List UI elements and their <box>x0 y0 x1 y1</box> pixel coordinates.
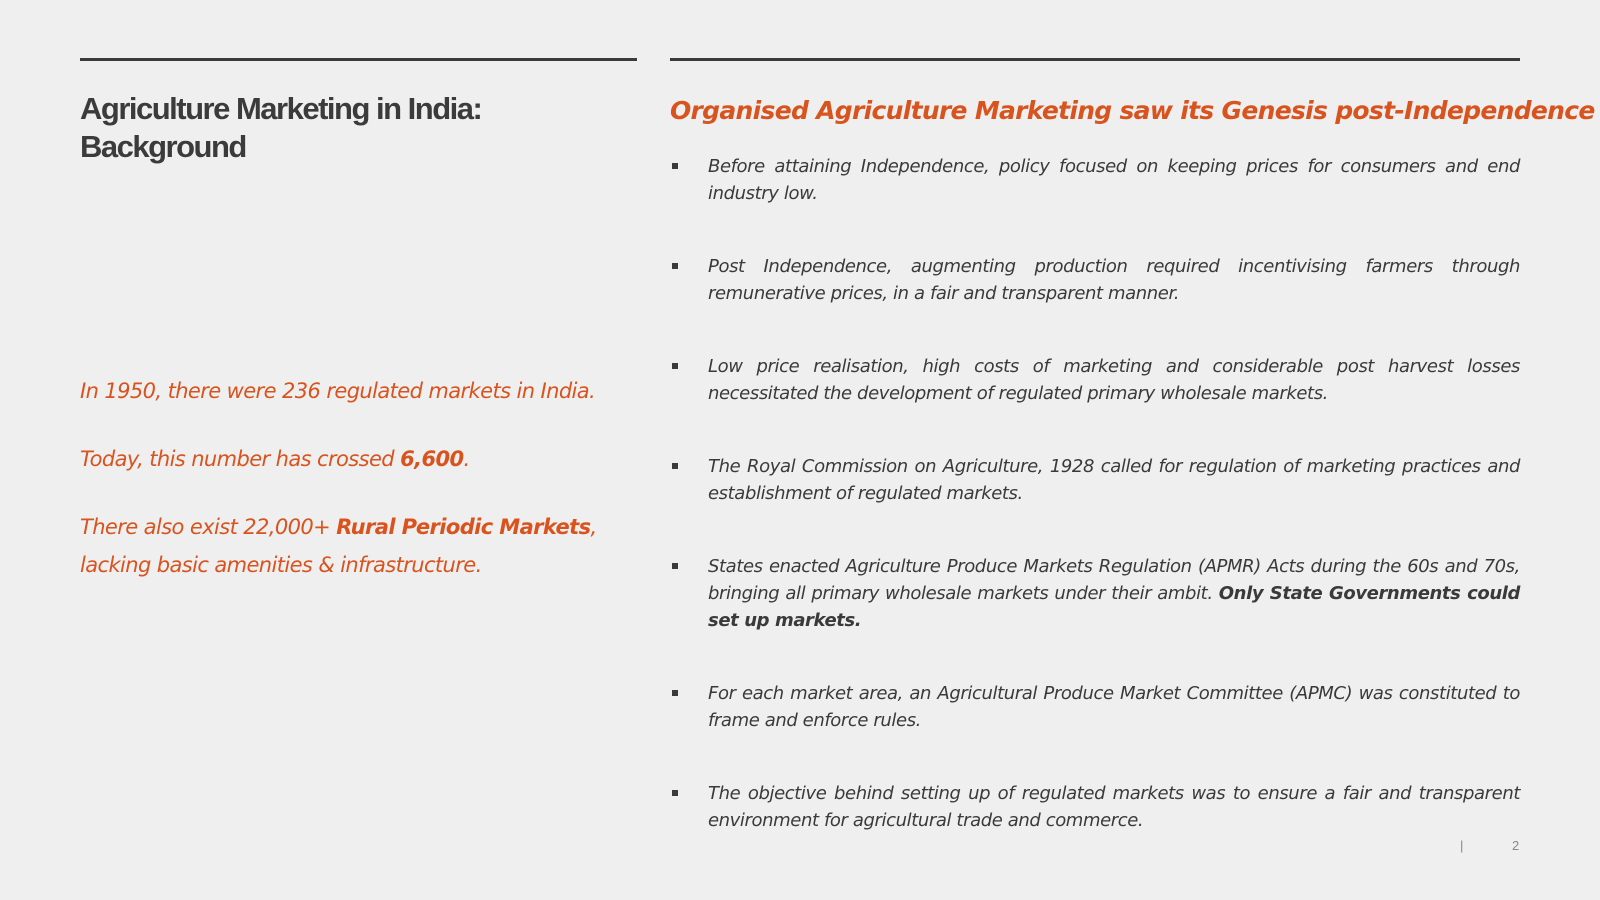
bullet-item <box>670 153 1520 207</box>
page-number: 2 <box>1512 838 1520 853</box>
fact-rural-post: , lacking basic amenities & infrastructure. <box>80 515 597 577</box>
bullet-item <box>670 253 1520 307</box>
fact-1950-markets <box>80 372 640 410</box>
bullet-item <box>670 680 1520 734</box>
square-bullet-icon <box>672 263 678 269</box>
square-bullet-icon <box>672 363 678 369</box>
square-bullet-icon <box>672 790 678 796</box>
footer-separator: | <box>1460 838 1464 853</box>
bullet-text: The objective behind setting up of regulated markets was to ensure a fair and transparent environment for agricultural trade and commerce. <box>708 783 1520 831</box>
fact-today-markets <box>80 440 640 478</box>
fact-today-pre: Today, this number has crossed <box>80 447 401 471</box>
bullet-text: Before attaining Independence, policy focused on keeping prices for consumers and end industry low. <box>708 156 1520 204</box>
bullet-text: Low price realisation, high costs of marketing and considerable post harvest losses necessitated the development of regulated primary wholesale markets. <box>708 356 1520 404</box>
title-line-1: Agriculture Marketing in India: <box>80 91 482 126</box>
square-bullet-icon <box>672 163 678 169</box>
title-line-2: Background <box>80 129 246 164</box>
fact-rural-markets <box>80 508 640 584</box>
slide-title <box>80 90 640 166</box>
left-header-rule <box>80 58 637 61</box>
key-facts <box>80 372 640 614</box>
bullet-bold-text: Only State Governments could set up markets. <box>708 583 1520 631</box>
square-bullet-icon <box>672 690 678 696</box>
right-header-rule <box>670 58 1520 61</box>
fact-today-post: . <box>463 447 470 471</box>
bullet-item <box>670 353 1520 407</box>
bullet-item <box>670 553 1520 634</box>
bullet-text: The Royal Commission on Agriculture, 1928 called for regulation of marketing practices and establishment of regulated markets. <box>708 456 1520 504</box>
bullet-item <box>670 453 1520 507</box>
fact-rural-bold: Rural Periodic Markets <box>336 515 591 539</box>
square-bullet-icon <box>672 463 678 469</box>
fact-today-number: 6,600 <box>400 447 464 471</box>
section-subheading: Organised Agriculture Marketing saw its Genesis post-Independence <box>670 96 1595 125</box>
bullet-text: States enacted Agriculture Produce Markets Regulation (APMR) Acts during the 60s and 70s, bringing all primary wholesale markets under their ambit. <box>708 556 1520 604</box>
background-bullet-list <box>670 153 1520 880</box>
bullet-text: Post Independence, augmenting production required incentivising farmers through remunerative prices, in a fair and transparent manner. <box>708 256 1520 304</box>
bullet-item <box>670 780 1520 834</box>
fact-1950-text: In 1950, there were 236 regulated markets in India. <box>80 379 596 403</box>
square-bullet-icon <box>672 563 678 569</box>
bullet-text: For each market area, an Agricultural Produce Market Committee (APMC) was constituted to frame and enforce rules. <box>708 683 1520 731</box>
fact-rural-pre: There also exist 22,000+ <box>80 515 337 539</box>
